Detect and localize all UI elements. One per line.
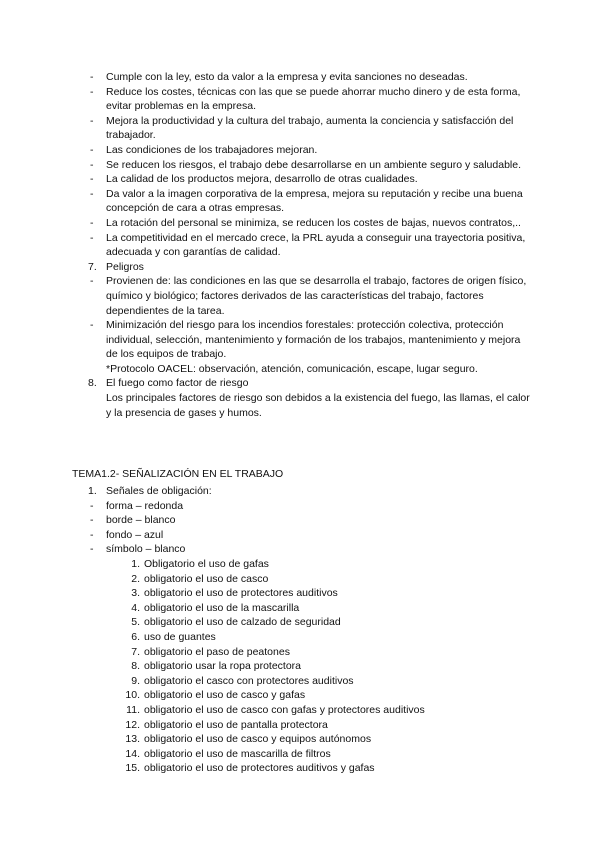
sign-item: 12. obligatorio el uso de pantalla protectora: [125, 718, 328, 731]
sign-item: 6. uso de guantes: [131, 630, 216, 643]
sign-item: 7. obligatorio el paso de peatones: [131, 645, 290, 658]
list-item: - Se reducen los riesgos, el trabajo debe desarrollarse en un ambiente seguro y saludable.: [90, 158, 522, 171]
sign-item: 3. obligatorio el uso de protectores auditivos: [131, 587, 338, 600]
list-item: - La calidad de los productos mejora, desarrollo de otras cualidades.: [90, 173, 418, 186]
sign-item: 13. obligatorio el uso de casco y equipos autónomos: [125, 733, 372, 746]
sign-item: 2. obligatorio el uso de casco: [131, 572, 269, 585]
sign-item: 9. obligatorio el casco con protectores auditivos: [131, 674, 354, 687]
list-item: - Reduce los costes, técnicas con las que se puede ahorrar mucho dinero y de esta forma, evitar problemas en la empresa.: [90, 85, 521, 113]
list-item: - La competitividad en el mercado crece, la PRL ayuda a conseguir una trayectoria positiva, adecuada y con garantías de calidad.: [90, 231, 526, 259]
list-item: - Provienen de: las condiciones en las que se desarrolla el trabajo, factores de origen físico, químico y biológico; factores derivados de las características del trabajo, factores dependientes de la tarea.: [90, 275, 527, 317]
section-title-fuego: 8. El fuego como factor de riesgo: [88, 377, 249, 390]
protocol-note: *Protocolo OACEL: observación, atención, comunicación, escape, lugar seguro.: [106, 362, 478, 375]
list-item: - Cumple con la ley, esto da valor a la empresa y evita sanciones no deseadas.: [90, 71, 468, 83]
sign-item: 1. Obligatorio el uso de gafas: [131, 557, 269, 570]
sign-item: 8. obligatorio usar la ropa protectora: [131, 660, 302, 673]
sign-item: 4. obligatorio el uso de la mascarilla: [131, 601, 300, 614]
sign-item: 10. obligatorio el uso de casco y gafas: [125, 689, 306, 702]
list-item: - forma – redonda: [90, 499, 184, 512]
tema-heading: TEMA1.2- SEÑALIZACIÓN EN EL TRABAJO: [72, 468, 284, 480]
list-item: - borde – blanco: [90, 514, 176, 527]
section-body-fuego: Los principales factores de riesgo son debidos a la existencia del fuego, las llamas, el calor y la presencia de gases y humos.: [106, 392, 530, 419]
list-item: - Mejora la productividad y la cultura del trabajo, aumenta la conciencia y satisfacción del trabajador.: [90, 114, 514, 142]
section-title-peligros: 7. Peligros: [88, 260, 144, 273]
list-item: - fondo – azul: [90, 528, 164, 541]
list-item: - símbolo – blanco: [90, 543, 186, 556]
list-item: - Da valor a la imagen corporativa de la empresa, mejora su reputación y recibe una buena concepción de cara a otras empresas.: [90, 187, 523, 215]
signals-section: [0, 484, 600, 776]
sign-item: 15. obligatorio el uso de protectores auditivos y gafas: [125, 762, 375, 775]
sign-item: 5. obligatorio el uso de calzado de seguridad: [131, 616, 341, 629]
sign-item: 14. obligatorio el uso de mascarilla de filtros: [125, 747, 331, 760]
list-item: - Las condiciones de los trabajadores mejoran.: [90, 143, 318, 156]
top-section: [0, 70, 600, 420]
sign-item: 11. obligatorio el uso de casco con gafas y protectores auditivos: [126, 703, 425, 716]
list-item: - Minimización del riesgo para los incendios forestales: protección colectiva, protección individual, selección, mantenimiento y formación de los trabajos, mantenimiento y mejora de los equipos de trabajo.: [90, 319, 521, 361]
list-item: - La rotación del personal se minimiza, se reducen los costes de bajas, nuevos contratos,..: [90, 216, 521, 229]
section-title-obligacion: 1. Señales de obligación:: [88, 485, 212, 497]
